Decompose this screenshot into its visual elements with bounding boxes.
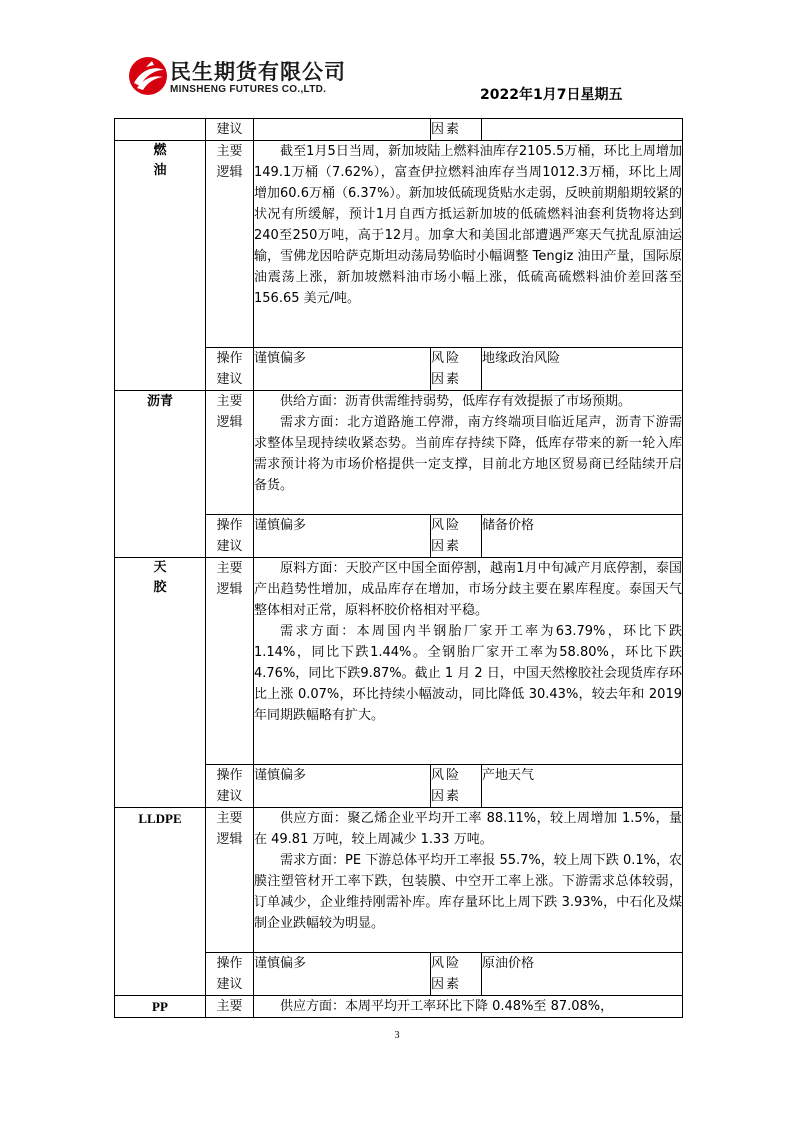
- company-name-cn: 民生期货有限公司: [170, 60, 346, 84]
- risk-value-cell: 产地天气: [482, 765, 683, 808]
- product-cell: 沥青: [115, 391, 206, 558]
- logic-text-cell: [254, 808, 683, 953]
- table-row-continuation: [115, 119, 683, 141]
- op-value-cell: 谨慎偏多: [254, 515, 431, 558]
- op-label-cell: 操作建议: [206, 765, 254, 808]
- table-row-logic: [115, 996, 683, 1018]
- op-label-cell: 操作建议: [206, 953, 254, 996]
- op-value-cell: 谨慎偏多: [254, 348, 431, 391]
- logic-label-cell: 主要: [206, 996, 254, 1018]
- risk-value-cell-empty: [482, 119, 683, 141]
- risk-label-cell: 风险因素: [431, 515, 482, 558]
- logic-label-cell: 主要逻辑: [206, 808, 254, 953]
- logic-text-cell: [254, 558, 683, 765]
- logic-paragraph: 需求方面：PE 下游总体平均开工率报 55.7%，较上周下跌 0.1%，农膜注塑管材开工率下跌，包装膜、中空开工率上涨。下游需求总体较弱，订单减少，企业维持刚需补库。库存量环比上周下跌 3.93%，中石化及煤制企业跌幅较为明显。: [254, 853, 682, 931]
- op-value-cell: 谨慎偏多: [254, 765, 431, 808]
- page-header: [0, 0, 794, 118]
- op-label-cell: 操作建议: [206, 348, 254, 391]
- op-value-cell-empty: [254, 119, 431, 141]
- table-row-logic: [115, 141, 683, 348]
- op-label-cell: 操作建议: [206, 515, 254, 558]
- risk-label-cell: 风险因素: [431, 348, 482, 391]
- product-cell: LLDPE: [115, 808, 206, 996]
- product-cell: 燃油: [115, 141, 206, 391]
- product-cell: 天胶: [115, 558, 206, 808]
- report-date: 2022年1月7日星期五: [480, 87, 623, 103]
- company-logo: [128, 56, 368, 100]
- logic-text-cell: [254, 141, 683, 348]
- risk-label-cell: 因素: [431, 119, 482, 141]
- risk-value-cell: 储备价格: [482, 515, 683, 558]
- company-name-en: MINSHENG FUTURES CO.,LTD.: [170, 84, 327, 95]
- op-label-cell: 建议: [206, 119, 254, 141]
- logic-text-cell: [254, 391, 683, 515]
- logic-paragraph: 原料方面：天胶产区中国全面停割，越南1月中旬减产月底停割，泰国产出趋势性增加，成品库存在增加，市场分歧主要在累库程度。泰国天气整体相对正常，原料杯胶价格相对平稳。: [254, 561, 682, 618]
- logic-label-cell: 主要逻辑: [206, 141, 254, 348]
- commodity-table: [114, 118, 683, 1018]
- page-number: 3: [394, 1030, 400, 1041]
- logic-paragraph: 供应方面：聚乙烯企业平均开工率 88.11%，较上周增加 1.5%，量在 49.81 万吨，较上周减少 1.33 万吨。: [254, 811, 682, 847]
- logic-paragraph: 供应方面：本周平均开工率环比下降 0.48%至 87.08%，: [280, 999, 614, 1014]
- risk-value-cell: 地缘政治风险: [482, 348, 683, 391]
- product-cell: PP: [115, 996, 206, 1018]
- table-row-logic: [115, 391, 683, 515]
- logic-paragraph: 截至1月5日当周，新加坡陆上燃料油库存2105.5万桶，环比上周增加149.1万桶（7.62%），富查伊拉燃料油库存当周1012.3万桶，环比上周增加60.6万桶（6.37%）。新加坡低硫现货贴水走弱，反映前期船期较紧的状况有所缓解，预计1月自西方抵运新加坡的低硫燃料油套利货物将达到240至250万吨，高于12月。加拿大和美国北部遭遇严寒天气扰乱原油运输，雪佛龙因哈萨克斯坦动荡局势临时小幅调整 Tengiz 油田产量，国际原油震荡上涨，新加坡燃料油市场小幅上涨，低硫高硫燃料油价差回落至 156.65 美元/吨。: [254, 144, 682, 306]
- op-value-cell: 谨慎偏多: [254, 953, 431, 996]
- table-row-logic: [115, 558, 683, 765]
- product-cell-empty: [115, 119, 206, 141]
- logic-text-cell: [254, 996, 683, 1018]
- logic-paragraph: 需求方面：北方道路施工停滞，南方终端项目临近尾声，沥青下游需求整体呈现持续收紧态势。当前库存持续下降，低库存带来的新一轮入库需求预计将为市场价格提供一定支撑，目前北方地区贸易商已经陆续开启备货。: [254, 415, 682, 493]
- logic-paragraph: 供给方面：沥青供需维持弱势，低库存有效提振了市场预期。: [280, 394, 632, 409]
- table-row-logic: [115, 808, 683, 953]
- logic-label-cell: 主要逻辑: [206, 391, 254, 515]
- logic-label-cell: 主要逻辑: [206, 558, 254, 765]
- minsheng-logo-icon: [128, 56, 168, 96]
- risk-label-cell: 风险因素: [431, 765, 482, 808]
- logic-paragraph: 需求方面：本周国内半钢胎厂家开工率为63.79%，环比下跌1.14%，同比下跌1.44%。全钢胎厂家开工率为58.80%，环比下跌4.76%，同比下跌9.87%。截止 1 月 2 日，中国天然橡胶社会现货库存环比上涨 0.07%，环比持续小幅波动，同比降低 30.43%，较去年和 2019 年同期跌幅略有扩大。: [254, 624, 682, 723]
- risk-value-cell: 原油价格: [482, 953, 683, 996]
- risk-label-cell: 风险因素: [431, 953, 482, 996]
